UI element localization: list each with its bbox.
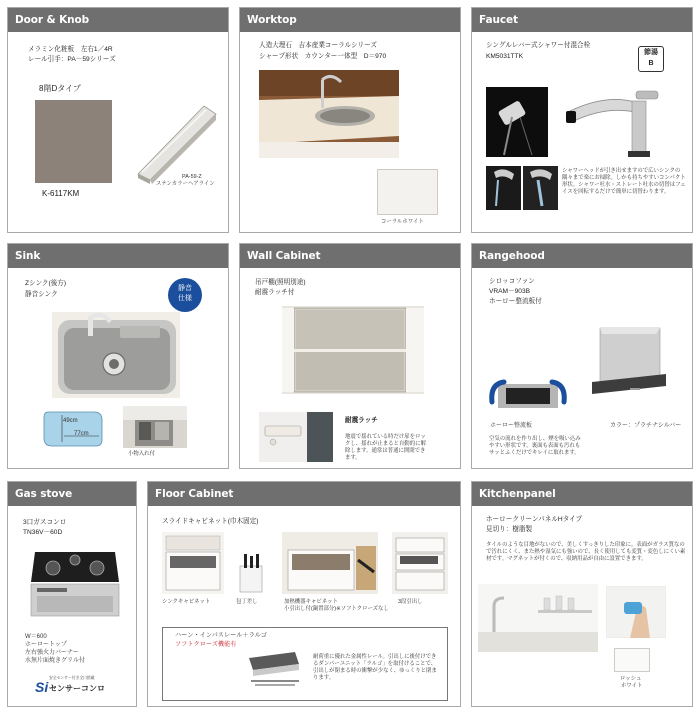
sensor-stove-logo: [35, 676, 125, 698]
kitchenpanel-swatch: [614, 648, 650, 672]
worktop-title: Worktop: [240, 8, 460, 32]
quiet-badge-line2: 仕様: [178, 295, 192, 302]
rangehood-spec-1: シロッコファン: [489, 278, 535, 285]
rangehood-spec-3: ホーロー整流板付: [489, 298, 542, 305]
kitchenpanel-photo: [478, 584, 598, 652]
faucet-spec-2: KM5031TTK: [486, 53, 524, 60]
door-knob-title: Door & Knob: [8, 8, 228, 32]
floor-cabinet-card: [147, 481, 461, 707]
knife-holder-label: 包丁差し: [236, 599, 258, 605]
door-knob-type: 8階Dタイプ: [39, 84, 81, 93]
sink-width-dimension: 77cm: [74, 431, 89, 437]
faucet-card: [471, 7, 693, 233]
water-saving-badge-line2: B: [648, 60, 654, 67]
faucet-shower-photo: [486, 87, 548, 157]
quiet-badge-line1: 静音: [178, 285, 192, 292]
latch-photo: [259, 412, 333, 462]
rectifier-plate-description: 空気の流れを作り出し、煙を吸い込みやすい形状です。裏面も表面も汚れもサッとふくだけでキレイに取れます。: [489, 436, 581, 456]
worktop-swatch: [377, 169, 438, 215]
rangehood-photo: [590, 326, 668, 402]
gas-stove-card: [7, 481, 137, 707]
knife-holder-photo: [232, 552, 270, 594]
worktop-spec-2: シャープ形状 カウンター一体型 D＝970: [259, 53, 387, 60]
rail-title: ハーン・インパスレール＋ラルゴ: [175, 632, 267, 639]
heater-cabinet-label-2: 小引出し付(鍋置部分)※ソフトクローズなし: [284, 606, 389, 612]
sink-card: [7, 243, 229, 469]
gas-stove-photo: [27, 546, 123, 622]
wall-cabinet-photo: [282, 306, 424, 394]
water-saving-badge-line1: 節湯: [644, 49, 658, 56]
sink-cabinet-label: シンクキャビネット: [162, 599, 211, 605]
sink-depth-dimension: 49cm: [63, 418, 78, 424]
kitchenpanel-swatch-label-1: ロッシュ: [620, 676, 642, 682]
wall-cabinet-title: Wall Cabinet: [240, 244, 460, 268]
rectifier-plate-photo: [486, 376, 570, 418]
rail-description: 耐荷重に優れた金属性レール。引出しに後付けできるダンパーユニット「ラルゴ」を取付けることで、引出しが閉まる時の衝撃が少なく、ゆっくりと閉まります。: [313, 654, 437, 681]
wall-cabinet-card: [239, 243, 461, 469]
heater-cabinet-label-1: 加熱機器キャビネット: [284, 599, 338, 605]
gas-stove-feature-3: 左右強火力バーナー: [25, 650, 80, 656]
faucet-spec-1: シングルレバー式シャワー付混合栓: [486, 42, 591, 49]
door-swatch: [35, 100, 112, 183]
three-drawer-photo: [392, 532, 448, 594]
handle-image: [126, 100, 218, 184]
latch-description: 地震で揺れている時だけ扉をロックし、揺れが止まると自動的に解除します。通常は普通に開閉できます。: [345, 434, 426, 461]
faucet-title: Faucet: [472, 8, 692, 32]
floor-cabinet-title: Floor Cabinet: [148, 482, 460, 506]
kitchenpanel-swatch-label-2: ホワイト: [621, 683, 643, 689]
sink-dimension-diagram: [42, 408, 104, 448]
rail-subtitle: ソフトクローズ機能有: [175, 641, 237, 648]
faucet-usage-photos: [486, 166, 558, 210]
water-saving-badge: [638, 46, 664, 72]
panel-cleaning-photo: [606, 586, 666, 638]
sink-title: Sink: [8, 244, 228, 268]
sink-photo: [52, 312, 180, 398]
wall-cabinet-spec-2: 耐震ラッチ付: [255, 289, 295, 296]
kitchenpanel-title: Kitchenpanel: [472, 482, 692, 506]
quiet-sink-badge: [168, 278, 202, 312]
rangehood-color-label: カラー：プラチナシルバー: [610, 423, 682, 429]
door-knob-spec-2: レール引手：PA－59シリーズ: [28, 56, 116, 63]
sensor-logo-small: 安全センサー付き全口搭載: [49, 676, 95, 680]
kitchenpanel-spec-1: ホーロークリーンパネルHタイプ: [486, 516, 583, 523]
door-knob-card: [7, 7, 229, 233]
sink-accessory-label: 小物入れ付: [128, 451, 155, 457]
rangehood-title: Rangehood: [472, 244, 692, 268]
worktop-spec-1: 人造大理石 吉本産業コーラルシリーズ: [259, 42, 377, 49]
worktop-card: [239, 7, 461, 233]
gas-stove-feature-2: ホーロートップ: [25, 642, 67, 648]
worktop-swatch-label: コーラルホワイト: [381, 219, 424, 225]
sink-spec-2: 静音シンク: [25, 291, 58, 298]
three-drawer-label: 3段引出し: [398, 599, 423, 605]
sink-cabinet-photo: [162, 532, 224, 594]
rail-photo: [245, 648, 303, 692]
gas-stove-spec-1: 3口ガスコンロ: [23, 519, 67, 526]
kitchenpanel-description: タイルのような目地がないので、美しくすっきりした印象に。表面がガラス質なので汚れにくく、また熱や湿気にも強いので、長く使用しても変質・変色しにくい素材です。マグネットが付くので、収納用品が自由に設置できます。: [486, 542, 686, 562]
gas-stove-feature-1: W＝600: [25, 634, 47, 640]
handle-label-2: ステンカラーヘアライン: [156, 181, 215, 187]
faucet-photo: [550, 87, 664, 159]
worktop-sink-photo: [259, 70, 399, 158]
heater-cabinet-photo: [282, 532, 378, 594]
latch-title: 耐震ラッチ: [345, 417, 378, 424]
sink-spec-1: Zシンク(後方): [25, 280, 67, 287]
kitchenpanel-card: [471, 481, 693, 707]
kitchenpanel-spec-2: 見切り：樹脂製: [486, 526, 533, 533]
door-knob-spec-1: メラミン化粧板 左右1／4R: [28, 46, 113, 53]
rectifier-plate-label: ホーロー整流板: [490, 423, 533, 429]
handle-label-1: PA-59-Z: [182, 174, 202, 180]
sensor-logo-text: センサーコンロ: [49, 684, 105, 693]
rail-info-box: [162, 627, 448, 701]
floor-cabinet-spec-1: スライドキャビネット(巾木固定): [162, 518, 259, 525]
sensor-logo-mark: Si: [35, 679, 49, 695]
door-swatch-code: K-6117KM: [42, 189, 80, 198]
rangehood-spec-2: VRAM－903B: [489, 288, 531, 295]
faucet-description: シャワーヘッドが引き出せますので広いシンクの隅々まで楽にお掃除。しかも持ちやすいコンパクト形状。シャワー吐水・ストレート吐水の切替はフェイスを回転するだけで簡単に切替わります。: [562, 168, 686, 195]
gas-stove-spec-2: TN36V－60D: [23, 529, 63, 536]
sink-accessory-photo: [123, 406, 187, 448]
wall-cabinet-spec-1: 吊戸棚(照明別途): [255, 279, 306, 286]
rangehood-card: [471, 243, 693, 469]
gas-stove-feature-4: 水無片面焼きグリル付: [25, 658, 86, 664]
gas-stove-title: Gas stove: [8, 482, 136, 506]
